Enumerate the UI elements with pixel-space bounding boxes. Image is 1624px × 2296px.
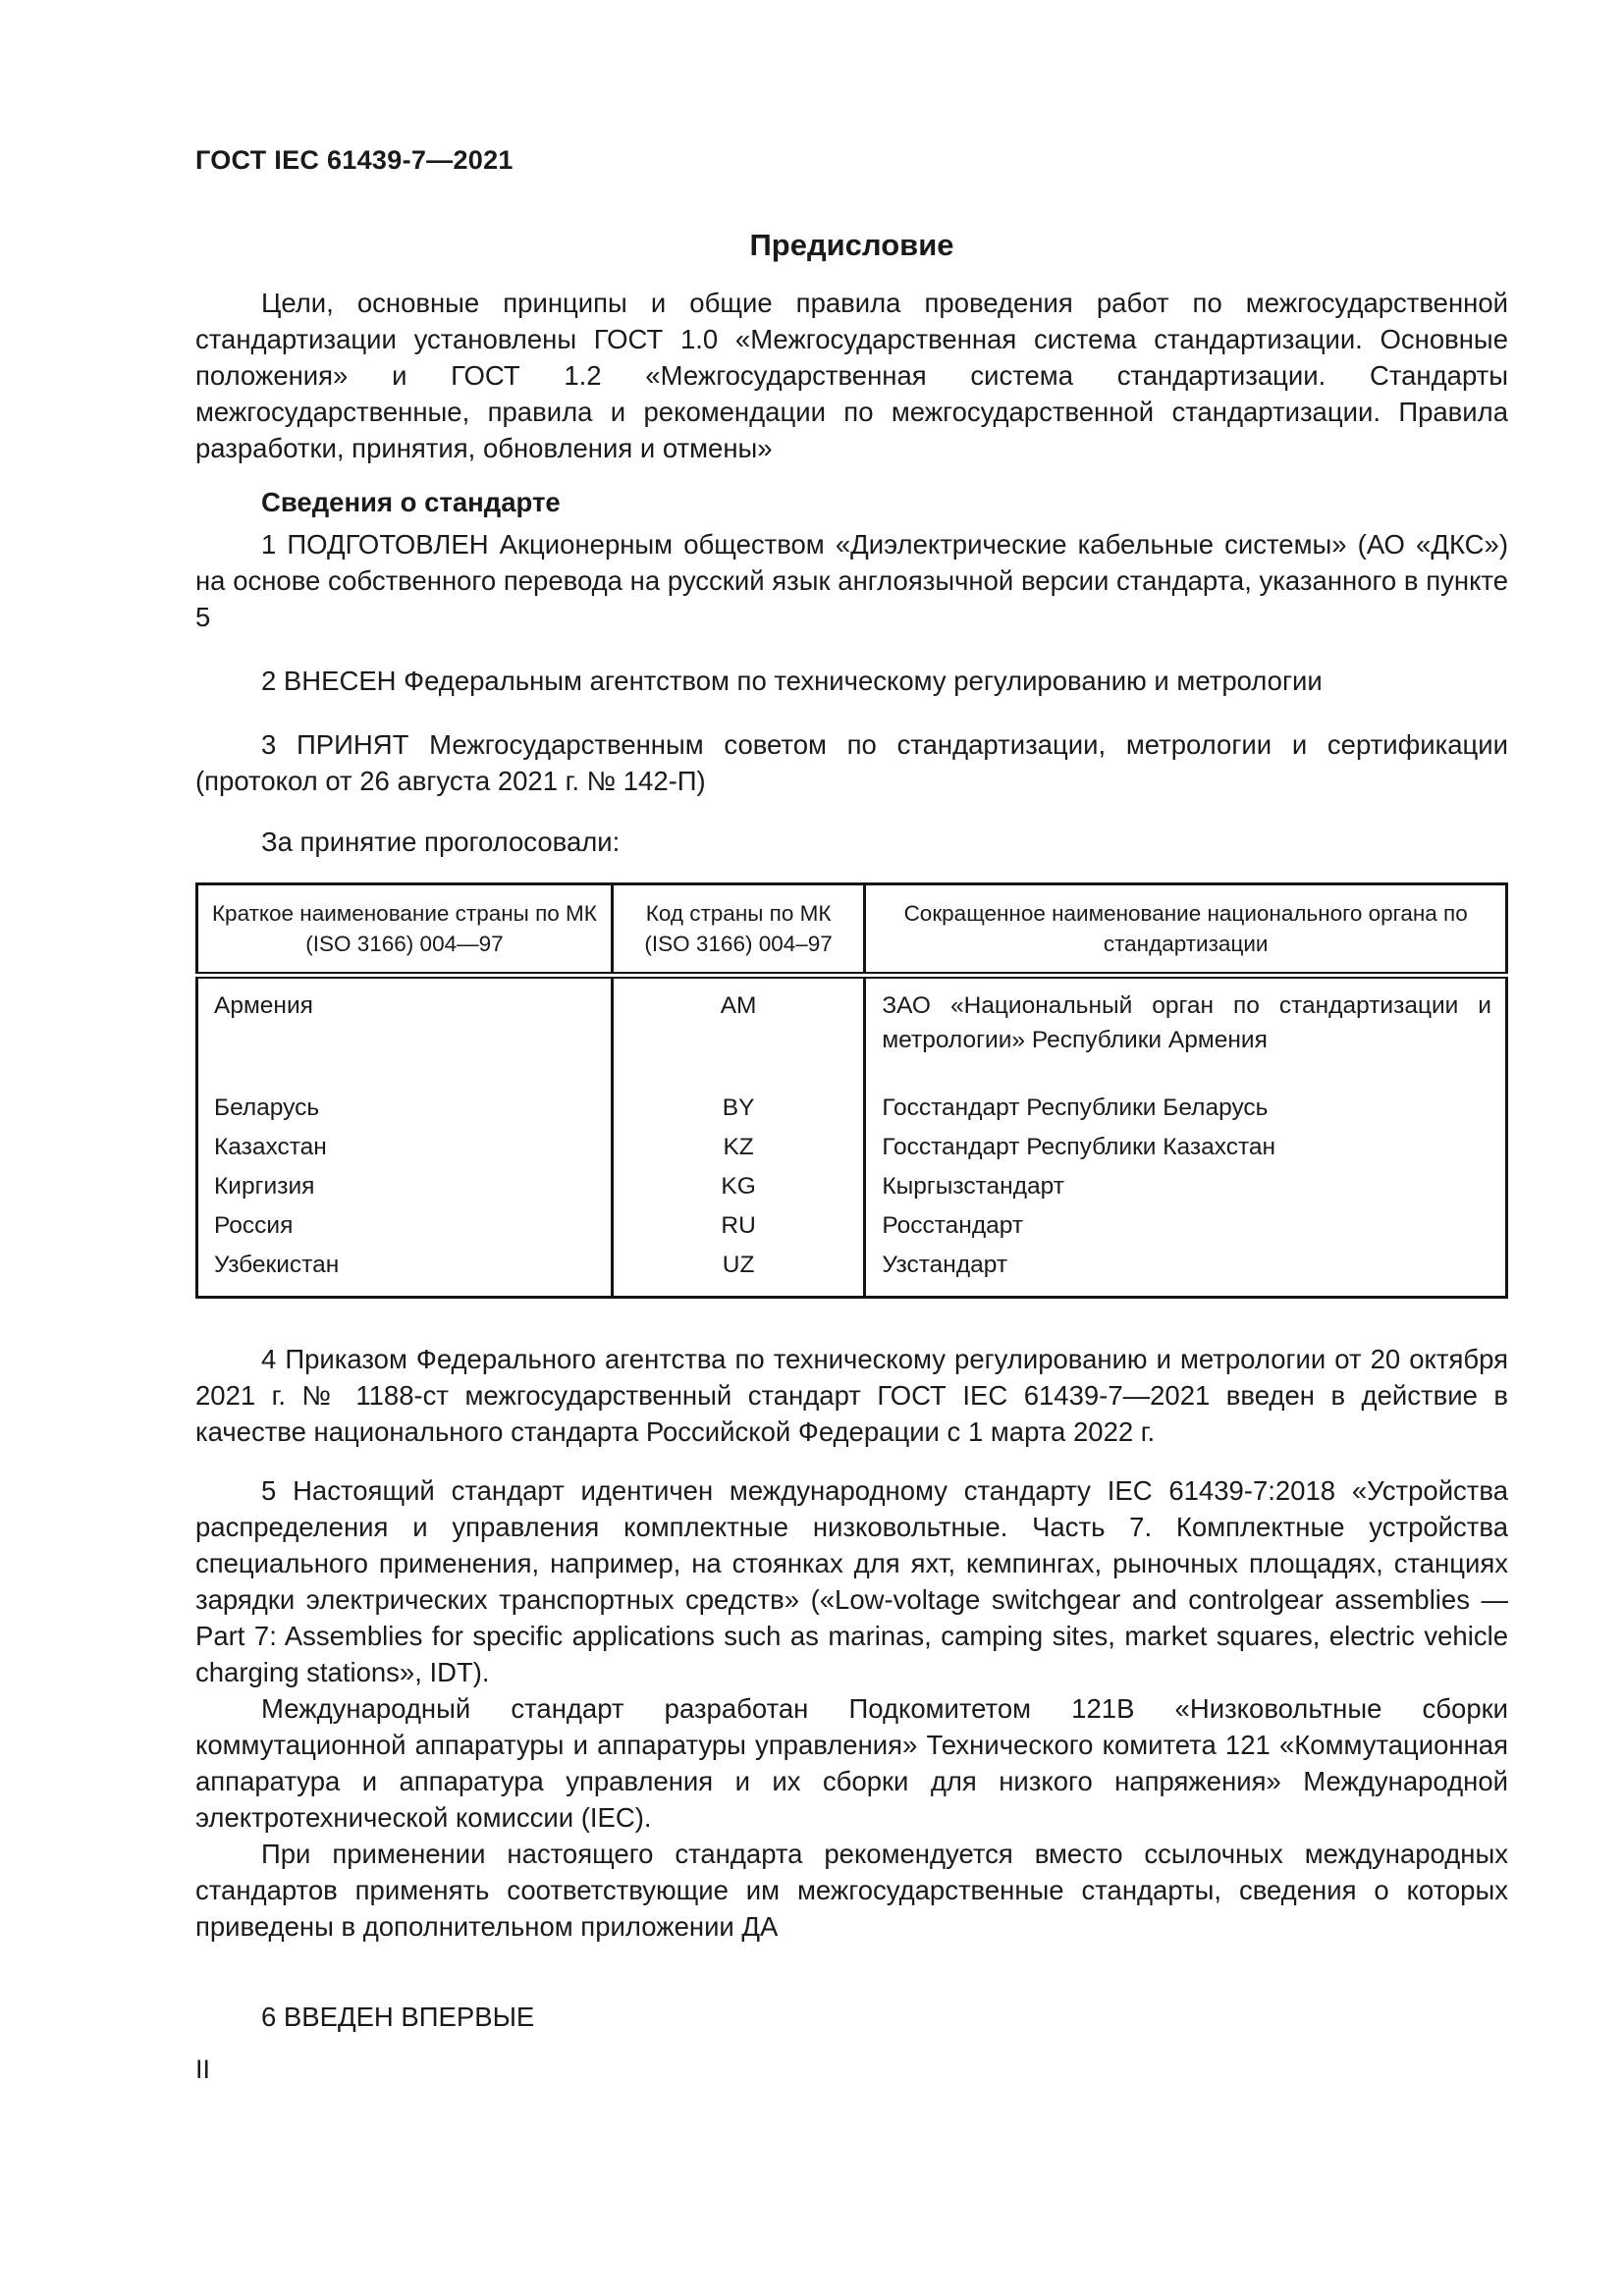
paragraph-item-1-prepared: 1 ПОДГОТОВЛЕН Акционерным обществом «Диэлектрические кабельные системы» (АО «ДКС») на основе собственного перевода на русский язык англоязычной версии стандарта, указанного в пункте 5 [195,529,1508,632]
section-heading-standard-info: Сведения о стандарте [261,487,561,517]
table-row [197,1089,1507,1128]
page-number: II [195,2055,211,2084]
cell-org: Росстандарт [865,1206,1507,1246]
cell-country: Узбекистан [214,1252,340,1278]
cell-org: ЗАО «Национальный орган по стандартизации и метрологии» Республики Армения [865,976,1507,1090]
cell-country: Россия [214,1212,294,1239]
cell-org: Госстандарт Республики Беларусь [865,1089,1507,1128]
cell-code: AM [612,976,864,1090]
vote-table-header-row [197,884,1507,976]
cell-country: Казахстан [214,1134,327,1160]
cell-org: Узстандарт [865,1246,1507,1298]
paragraph-item-5-identity: 5 Настоящий стандарт идентичен международному стандарту IEC 61439-7:2018 «Устройства распределения и управления комплектные низковольтные. Часть 7. Комплектные устройства специального применения, например, на стоянках для яхт, кемпингах, рыночных площадях, станциях зарядки электрических транспортных средств» («Low-voltage switchgear and controlgear assemblies — Part 7: Assemblies for specific applications such as marinas, camping sites, market squares, electric vehicle charging stations», IDT). [195,1475,1508,1687]
cell-country: Армения [214,992,313,1019]
page-title: Предисловие [749,228,954,262]
column-header-country: Краткое наименование страны по МК (ISO 3166) 004—97 [211,901,597,956]
paragraph-item-6-introduced: 6 ВВЕДЕН ВПЕРВЫЕ [261,2002,535,2032]
column-header-org: Сокращенное наименование национального органа по стандартизации [865,884,1507,976]
cell-country: Киргизия [214,1173,315,1200]
page-content [195,0,1508,2035]
column-header-code: Код страны по МК (ISO 3166) 004–97 [612,884,864,976]
table-row [197,1206,1507,1246]
table-row [197,1246,1507,1298]
vote-table-header [197,884,1507,976]
cell-org: Госстандарт Республики Казахстан [865,1128,1507,1167]
cell-country: Беларусь [214,1095,320,1121]
vote-table [195,882,1508,1299]
table-row [197,1167,1507,1206]
paragraph-item-5-note: При применении настоящего стандарта рекомендуется вместо ссылочных международных стандартов применять соответствующие им межгосударственные стандарты, сведения о которых приведены в дополнительном приложении ДА [195,1839,1508,1942]
doc-code: ГОСТ IEC 61439-7—2021 [195,145,514,175]
cell-code: KG [612,1167,864,1206]
paragraph-item-2-submitted: 2 ВНЕСЕН Федеральным агентством по техническому регулированию и метрологии [261,666,1323,696]
paragraph-vote-lead: За принятие проголосовали: [261,827,621,857]
table-row [197,976,1507,1090]
paragraph-item-3-adopted: 3 ПРИНЯТ Межгосударственным советом по стандартизации, метрологии и сертификации (протокол от 26 августа 2021 г. № 142-П) [195,729,1508,796]
vote-table-body [197,976,1507,1298]
cell-code: BY [612,1089,864,1128]
cell-code: KZ [612,1128,864,1167]
paragraph-item-5-developer: Международный стандарт разработан Подкомитетом 121B «Низковольтные сборки коммутационной аппаратуры и аппаратуры управления» Технического комитета 121 «Коммутационная аппаратура и аппаратура управления и их сборки для низкого напряжения» Международной электротехнической комиссии (IEC). [195,1693,1508,1833]
paragraph-item-4-order: 4 Приказом Федерального агентства по техническому регулированию и метрологии от 20 октября 2021 г. № 1188-ст межгосударственный стандарт ГОСТ IEC 61439-7—2021 введен в действие в качестве национального стандарта Российской Федерации с 1 марта 2022 г. [195,1344,1508,1447]
cell-org: Кыргызстандарт [865,1167,1507,1206]
table-row [197,1128,1507,1167]
paragraph-intro: Цели, основные принципы и общие правила проведения работ по межгосударственной стандартизации установлены ГОСТ 1.0 «Межгосударственная система стандартизации. Основные положения» и ГОСТ 1.2 «Межгосударственная система стандартизации. Стандарты межгосударственные, правила и рекомендации по межгосударственной стандартизации. Правила разработки, принятия, обновления и отмены» [195,288,1508,463]
cell-code: UZ [612,1246,864,1298]
cell-code: RU [612,1206,864,1246]
